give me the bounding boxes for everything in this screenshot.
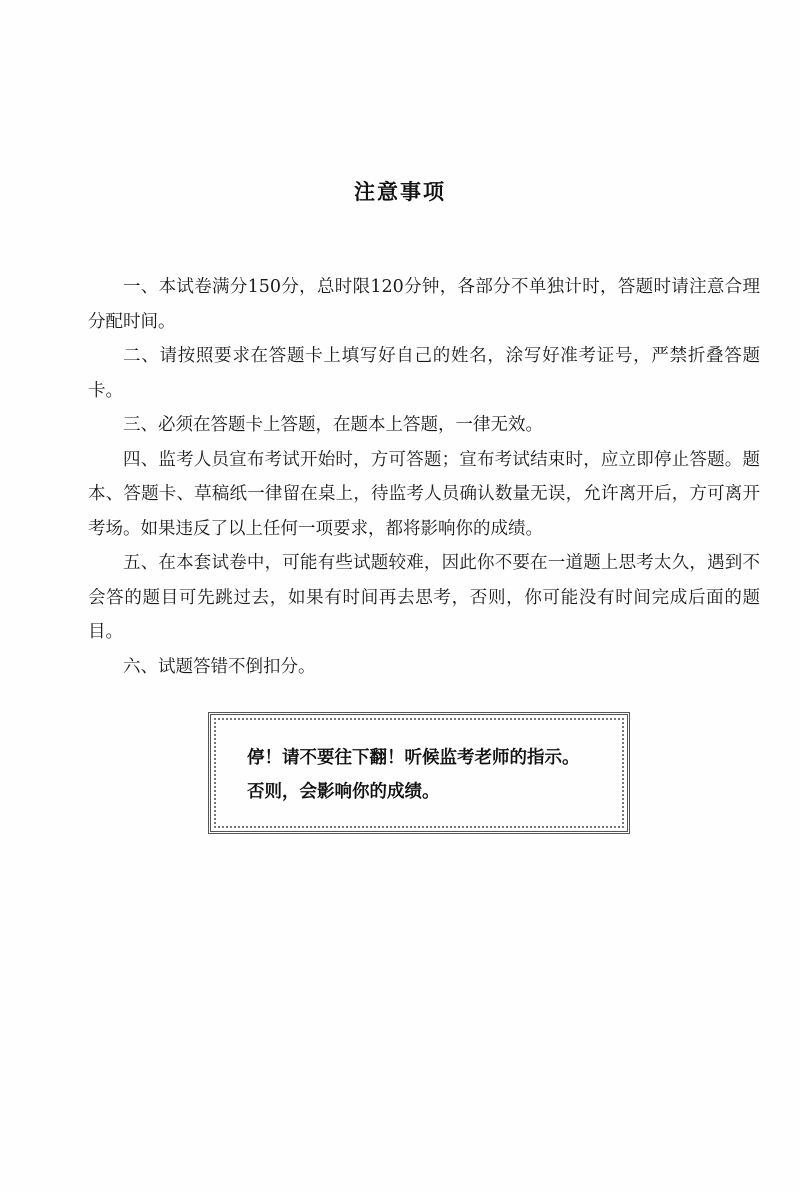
stop-notice-box [208, 712, 630, 834]
page-title: 注意事项 [354, 180, 446, 204]
stop-notice-line-2: 否则，会影响你的成绩。 [247, 782, 440, 802]
instruction-item-6: 六、试题答错不倒扣分。 [123, 656, 316, 677]
instructions-body [88, 270, 760, 684]
instruction-item-3: 三、必须在答题卡上答题，在题本上答题，一律无效。 [123, 415, 543, 435]
instruction-item-5: 五、在本套试卷中，可能有些试题较难，因此你不要在一道题上思考太久，遇到不会答的题目可先跳过去，如果有时间再去思考，否则，你可能没有时间完成后面的题目。 [88, 553, 760, 642]
instruction-item-2: 二、请按照要求在答题卡上填写好自己的姓名，涂写好准考证号，严禁折叠答题卡。 [88, 346, 760, 401]
instruction-item-4: 四、监考人员宣布考试开始时，方可答题；宣布考试结束时，应立即停止答题。题本、答题卡、草稿纸一律留在桌上，待监考人员确认数量无误，允许离开后，方可离开考场。如果违反了以上任何一项要求，都将影响你的成绩。 [88, 449, 760, 539]
stop-notice-line-1: 停！请不要往下翻！听候监考老师的指示。 [247, 748, 580, 768]
instruction-item-1: 一、本试卷满分150分，总时限120分钟，各部分不单独计时，答题时请注意合理分配时间。 [88, 277, 760, 332]
